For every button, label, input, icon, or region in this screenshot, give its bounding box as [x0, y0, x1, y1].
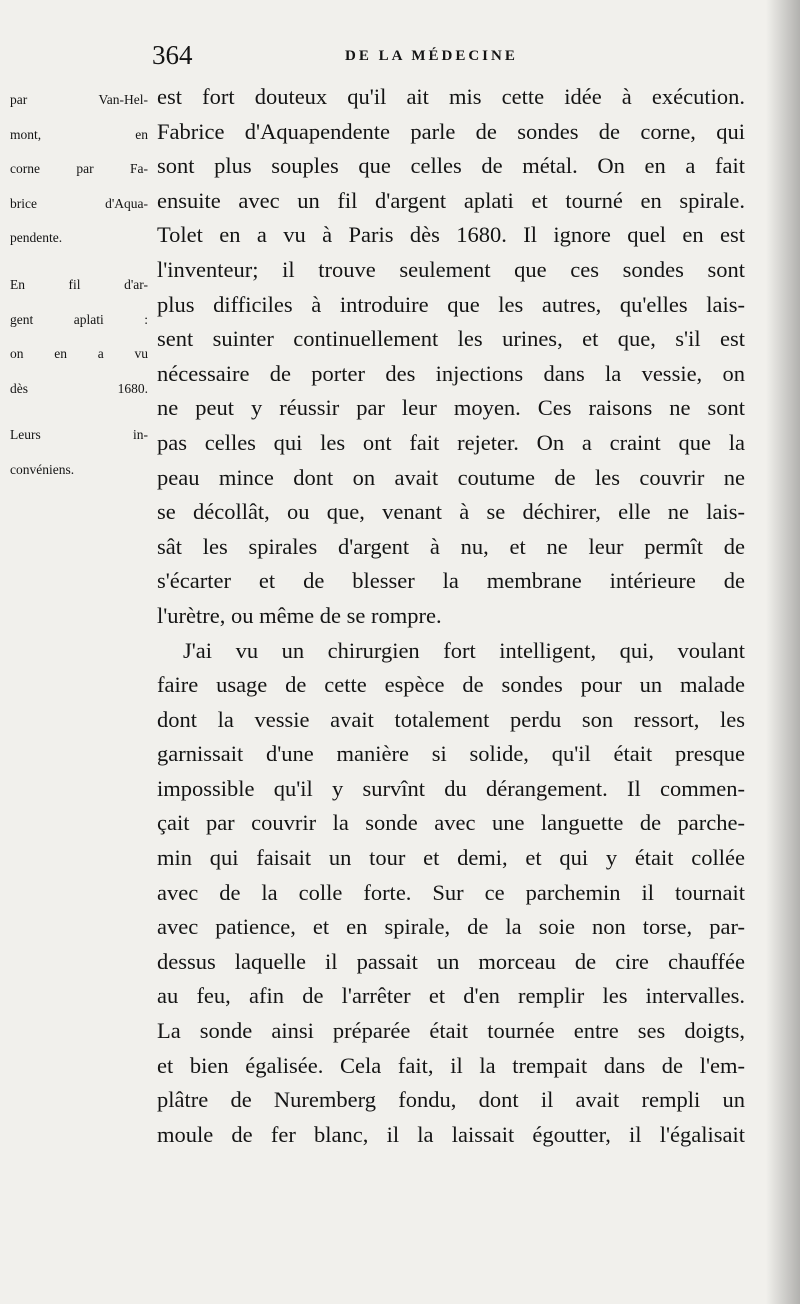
text-line: ne peut y réussir par leur moyen. Ces raisons ne sont — [157, 395, 745, 421]
text-line: garnissait d'une manière si solide, qu'il était presque — [157, 741, 745, 767]
text-line: J'ai vu un chirurgien fort intelligent, qui, voulant — [183, 637, 745, 663]
text-line: et bien égalisée. Cela fait, il la trempait dans de l'em- — [157, 1052, 745, 1078]
text-line: est fort douteux qu'il ait mis cette idée à exécution. — [157, 84, 745, 109]
text-line: se décollât, ou que, venant à se déchirer, elle ne lais- — [157, 499, 745, 525]
text-line: pas celles qui les ont fait rejeter. On a craint que la — [157, 429, 745, 455]
text-line: sont plus souples que celles de métal. On en a fait — [157, 153, 745, 179]
margin-note-line: En fil d'ar- — [10, 276, 148, 292]
text-line: au feu, afin de l'arrêter et d'en remplir les intervalles. — [157, 983, 745, 1009]
text-line: dont la vessie avait totalement perdu son ressort, les — [157, 706, 745, 732]
margin-note — [10, 92, 152, 265]
margin-note-line: par Van-Hel- — [10, 92, 148, 107]
margin-note-line: pendente. — [10, 230, 63, 246]
paragraph — [157, 80, 745, 634]
text-line: min qui faisait un tour et demi, et qui y était collée — [157, 845, 745, 871]
margin-note — [10, 427, 152, 496]
text-line: moule de fer blanc, il la laissait égoutter, il l'égalisait — [157, 1121, 745, 1147]
text-line: dessus laquelle il passait un morceau de cire chauffée — [157, 948, 745, 974]
text-line: l'inventeur; il trouve seulement que ces sondes sont — [157, 256, 745, 282]
margin-note-line: on en a vu — [10, 346, 148, 362]
text-line: sât les spirales d'argent à nu, et ne leur permît de — [157, 533, 745, 559]
text-line: l'urètre, ou même de se rompre. — [157, 602, 442, 628]
text-line: plus difficiles à introduire que les autres, qu'elles lais- — [157, 291, 745, 317]
margin-note-line: convéniens. — [10, 461, 75, 477]
margin-note — [10, 277, 152, 415]
page-header — [150, 40, 750, 80]
text-line: impossible qu'il y survînt du dérangement. Il commen- — [157, 775, 745, 801]
running-head: DE LA MÉDECINE — [345, 48, 518, 64]
text-line: çait par couvrir la sonde avec une languette de parche- — [157, 810, 745, 836]
margin-note-line: brice d'Aqua- — [10, 195, 148, 211]
text-line: sent suinter continuellement les urines, et que, s'il est — [157, 326, 745, 352]
margin-note-line: Leurs in- — [10, 427, 148, 443]
text-line: s'écarter et de blesser la membrane intérieure de — [157, 568, 745, 594]
text-line: plâtre de Nuremberg fondu, dont il avait rempli un — [157, 1087, 745, 1113]
body-text — [157, 80, 745, 1152]
text-line: avec patience, et en spirale, de la soie non torse, par- — [157, 914, 745, 940]
page-number: 364 — [152, 40, 193, 70]
paragraph — [157, 634, 745, 1153]
text-line: La sonde ainsi préparée était tournée entre ses doigts, — [157, 1018, 745, 1044]
text-line: Tolet en a vu à Paris dès 1680. Il ignore quel en est — [157, 222, 745, 248]
margin-note-line: mont, en — [10, 126, 148, 142]
margin-notes — [10, 92, 152, 509]
text-line: Fabrice d'Aquapendente parle de sondes de corne, qui — [157, 118, 745, 144]
margin-note-line: gent aplati : — [10, 311, 148, 327]
text-line: avec de la colle forte. Sur ce parchemin il tournait — [157, 879, 745, 905]
text-line: nécessaire de porter des injections dans la vessie, on — [157, 360, 745, 386]
page-edge-shadow — [766, 0, 800, 1304]
margin-note-line: dès 1680. — [10, 380, 148, 396]
text-line: peau mince dont on avait coutume de les couvrir ne — [157, 464, 745, 490]
margin-note-line: corne par Fa- — [10, 161, 148, 177]
text-line: ensuite avec un fil d'argent aplati et tourné en spirale. — [157, 187, 745, 213]
text-line: faire usage de cette espèce de sondes pour un malade — [157, 672, 745, 698]
